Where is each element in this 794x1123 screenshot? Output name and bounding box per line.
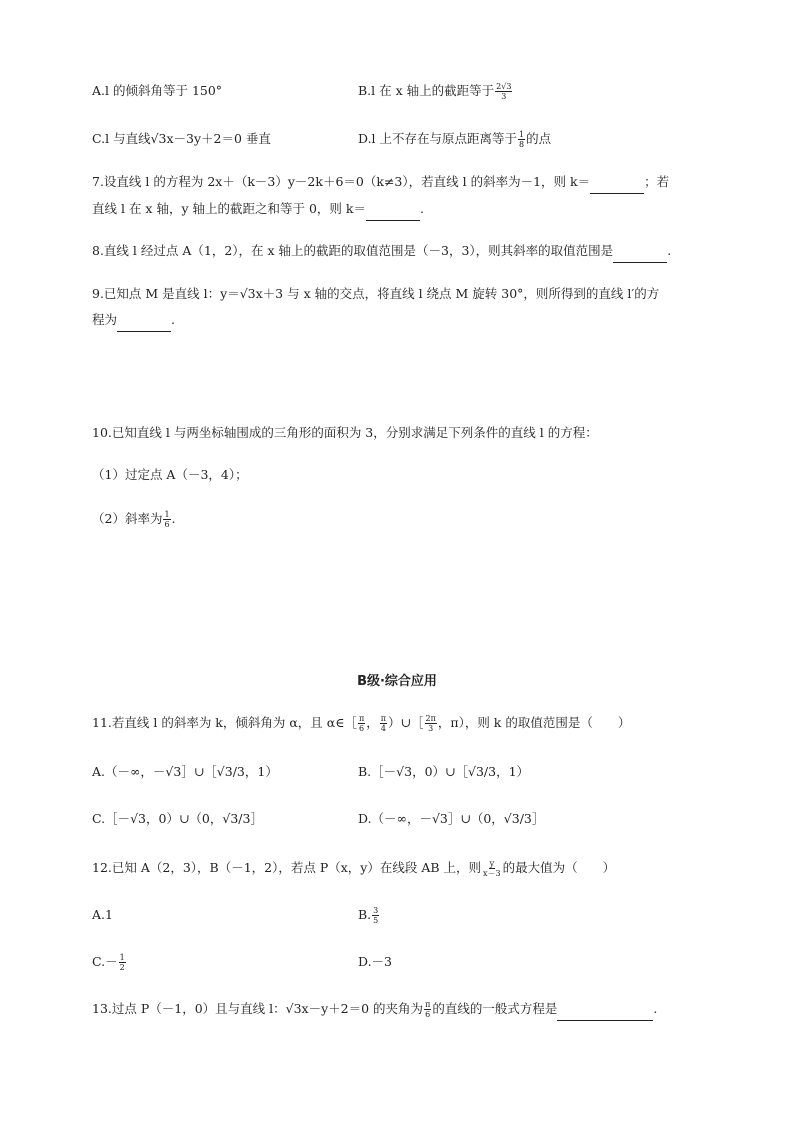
option-b-text: B.l 在 x 轴上的截距等于 xyxy=(358,83,495,98)
fraction-denominator: 3 xyxy=(428,724,434,733)
fraction-denominator: 8 xyxy=(519,140,525,149)
answer-blank[interactable] xyxy=(557,1002,653,1021)
q11-option-a: A.（－∞，－√3］∪［√3/3，1） xyxy=(92,764,278,779)
fraction xyxy=(518,130,525,149)
q7-text-end: ；若 xyxy=(644,174,670,189)
answer-blank[interactable] xyxy=(590,175,644,194)
fraction xyxy=(424,1000,431,1019)
q12-stem xyxy=(92,859,615,878)
q11-option-b: B.［－√3，0）∪［√3/3，1） xyxy=(358,764,530,779)
q13-text-mid: 的直线的一般式方程是 xyxy=(432,1001,558,1016)
q10-part2 xyxy=(92,510,176,529)
fraction-numerator: π xyxy=(425,1000,431,1009)
fraction xyxy=(495,82,512,101)
q11-text-end: ，则 k 的取值范围是（ ） xyxy=(464,715,631,730)
q7-text: 7.设直线 l 的方程为 2x＋（k－3）y－2k＋6＝0（k≠3），若直线 l 的斜率为－1，则 k＝ xyxy=(92,174,591,189)
q12-option-c-label: C.－ xyxy=(92,954,118,969)
q9-line1: 9.已知点 M 是直线 l：y＝√3x＋3 与 x 轴的交点，将直线 l 绕点 M 旋转 30°，则所得到的直线 l′的方 xyxy=(92,286,660,301)
section-heading: B级·综合应用 xyxy=(357,674,437,689)
q9-end: . xyxy=(171,312,175,327)
option-c: C.l 与直线√3x－3y＋2＝0 垂直 xyxy=(92,131,271,146)
fraction xyxy=(358,714,365,733)
fraction-numerator: 1 xyxy=(519,130,525,139)
fraction xyxy=(380,714,387,733)
fraction-numerator: π xyxy=(358,714,365,723)
q8-text: 8.直线 l 经过点 A（1，2），在 x 轴上的截距的取值范围是（－3，3），则其斜率的取值范围是 xyxy=(92,243,614,258)
fraction-denominator: 2 xyxy=(119,963,125,972)
q10-part2-text: （2）斜率为 xyxy=(92,511,163,526)
fraction-numerator: 1 xyxy=(119,953,125,962)
fraction-numerator: 3 xyxy=(373,906,379,915)
q7-text2: 直线 l 在 x 轴，y 轴上的截距之和等于 0，则 k＝ xyxy=(92,201,366,216)
answer-blank[interactable] xyxy=(117,313,171,332)
q12-option-b-label: B. xyxy=(358,907,372,922)
option-d-text: D.l 上不存在与原点距离等于 xyxy=(358,131,518,146)
fraction-numerator: π xyxy=(380,714,387,723)
q12-option-c xyxy=(92,953,127,972)
option-d-suffix: 的点 xyxy=(526,131,552,146)
q7-text2-end: . xyxy=(419,201,424,216)
q11-text: 11.若直线 l 的斜率为 k，倾斜角为 α，且 α∈［ xyxy=(92,715,357,730)
option-d xyxy=(358,130,551,149)
option-b xyxy=(358,82,513,101)
q11-stem: 11.若直线 l 的斜率为 k，倾斜角为 α，且 α∈［ $\frac{\pi}{6}$ ， $\frac{\pi}{4}$ ）∪［ $\frac{2\pi}{3}$ ，π），则 k 的取值范围是（ ） xyxy=(92,714,631,733)
fraction-denominator: 3 xyxy=(501,92,507,101)
fraction xyxy=(425,714,437,733)
fraction-numerator: 2π xyxy=(425,714,436,723)
q12-option-d: D.－3 xyxy=(358,954,393,969)
q12-option-a: A.1 xyxy=(92,907,113,922)
q13-end: . xyxy=(653,1001,658,1016)
fraction-numerator: 2√3 xyxy=(496,82,512,91)
answer-blank[interactable] xyxy=(366,202,420,221)
fraction-denominator: 5 xyxy=(373,916,379,925)
q11-option-d: D.（－∞，－√3］∪（0，√3/3］ xyxy=(358,811,545,826)
fraction xyxy=(163,510,170,529)
fraction xyxy=(372,906,379,925)
fraction-denominator: 4 xyxy=(380,724,386,733)
fraction-denominator: 6 xyxy=(425,1010,431,1019)
q10-part2-end: . xyxy=(171,511,176,526)
q13-stem xyxy=(92,1000,657,1021)
q9-text2: 程为 xyxy=(92,312,118,327)
fraction-denominator: 6 xyxy=(359,724,365,733)
q7-line1 xyxy=(92,173,669,194)
q12-text: 12.已知 A（2，3），B（－1，2），若点 P（x，y）在线段 AB 上，则 xyxy=(92,860,482,875)
q12-text-end: 的最大值为（ ） xyxy=(502,860,616,875)
q8-end: . xyxy=(667,243,672,258)
q7-line2 xyxy=(92,200,424,221)
fraction xyxy=(482,859,502,878)
q9-line2 xyxy=(92,311,175,332)
option-a: A.l 的倾斜角等于 150° xyxy=(92,83,223,98)
q13-text: 13.过点 P（－1，0）且与直线 l：√3x－y＋2＝0 的夹角为 xyxy=(92,1001,424,1016)
q8-line xyxy=(92,242,671,263)
fraction-numerator: 1 xyxy=(164,510,170,519)
answer-blank[interactable] xyxy=(613,244,667,263)
q12-option-b xyxy=(358,906,380,925)
fraction xyxy=(119,953,126,972)
fraction-denominator: 6 xyxy=(164,520,170,529)
q10-part1: （1）过定点 A（－3，4）； xyxy=(92,467,248,482)
fraction-denominator: x－3 xyxy=(483,869,501,878)
q11-option-c: C.［－√3，0）∪（0，√3/3］ xyxy=(92,811,263,826)
fraction-numerator: y xyxy=(489,859,495,868)
q10-stem: 10.已知直线 l 与两坐标轴围成的三角形的面积为 3，分别求满足下列条件的直线 l 的方程： xyxy=(92,425,598,440)
